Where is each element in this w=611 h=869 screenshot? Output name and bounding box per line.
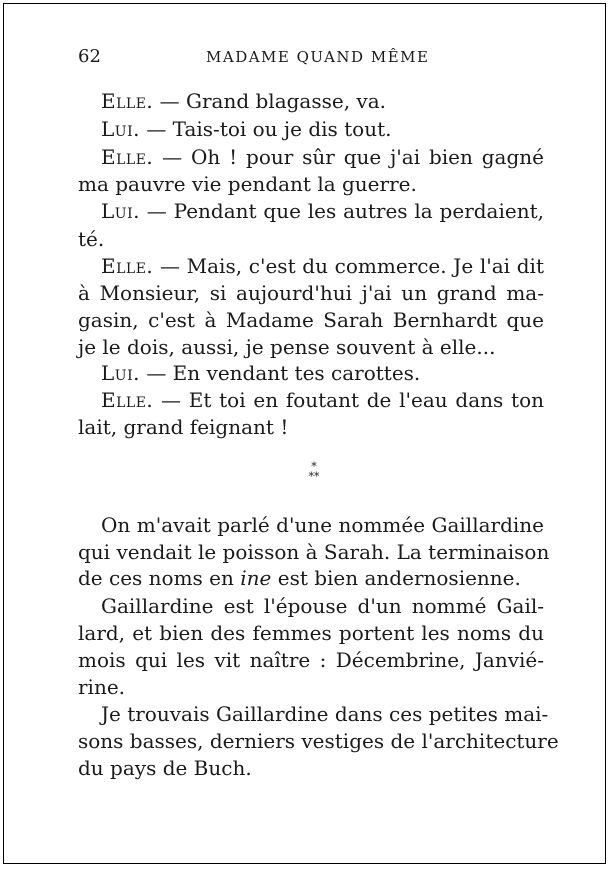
dialogue-line <box>101 361 544 385</box>
paragraph-line <box>101 702 549 726</box>
dialogue-line <box>78 415 544 439</box>
dialogue-line <box>101 199 544 223</box>
paragraph-line <box>78 675 544 699</box>
dialogue-line <box>78 308 544 332</box>
paragraph-text: du pays de Buch. <box>78 756 252 780</box>
dialogue-line <box>101 254 544 278</box>
paragraph-text: est bien andernosienne. <box>271 566 521 590</box>
dialogue-text: — Grand blagasse, va. <box>153 89 387 113</box>
dialogue-line <box>78 335 544 359</box>
paragraph-line <box>101 513 544 537</box>
paragraph-line <box>78 621 544 645</box>
dialogue-text: — Oh ! pour sûr que j'ai bien gagné <box>153 145 544 169</box>
dialogue-text: — En vendant tes carottes. <box>139 361 421 385</box>
section-break-asterism <box>302 462 326 484</box>
paragraph-line <box>78 566 544 590</box>
paragraph-line <box>78 729 559 753</box>
dialogue-line <box>101 89 544 113</box>
dialogue-text: — Pendant que les autres la perdaient, <box>139 199 544 223</box>
paragraph-line <box>78 756 544 780</box>
running-header <box>78 46 548 70</box>
dialogue-text: à Monsieur, si aujourd'hui j'ai un grand ma- <box>78 281 544 305</box>
paragraph-line <box>78 648 544 672</box>
running-title: MADAME QUAND MÊME <box>206 48 430 66</box>
asterism-bottom: ** <box>308 470 320 483</box>
paragraph-text: lard, et bien des femmes portent les noms du <box>78 621 544 645</box>
speaker-label: Elle. <box>101 254 154 278</box>
paragraph-text: mois qui les vit naître : Décembrine, Janvié- <box>78 648 544 672</box>
paragraph-text: de ces noms en <box>78 566 241 590</box>
dialogue-text: je le dois, aussi, je pense souvent à elle... <box>78 335 496 359</box>
paragraph-text: On m'avait parlé d'une nommée Gaillardine <box>101 513 544 537</box>
paragraph-text: Je trouvais Gaillardine dans ces petites mai- <box>101 702 549 726</box>
speaker-label: Elle. <box>101 388 154 412</box>
paragraph-text: qui vendait le poisson à Sarah. La terminaison <box>78 540 550 564</box>
dialogue-line <box>101 388 544 412</box>
paragraph-line <box>101 594 544 618</box>
dialogue-line <box>78 281 544 305</box>
dialogue-text: ma pauvre vie pendant la guerre. <box>78 172 417 196</box>
paragraph-text: sons basses, derniers vestiges de l'architecture <box>78 729 559 753</box>
dialogue-line <box>101 145 544 169</box>
dialogue-text: — Et toi en foutant de l'eau dans ton <box>153 388 544 412</box>
dialogue-line <box>78 227 544 251</box>
asterism-top: * <box>311 460 317 473</box>
dialogue-text: — Mais, c'est du commerce. Je l'ai dit <box>153 254 544 278</box>
paragraph-text: rine. <box>78 675 126 699</box>
paragraph-line <box>78 540 550 564</box>
speaker-label: Lui. <box>101 117 140 141</box>
paragraph-text: Gaillardine est l'épouse d'un nommé Gail- <box>101 594 544 618</box>
dialogue-line <box>78 172 544 196</box>
speaker-label: Lui. <box>101 199 140 223</box>
dialogue-text: gasin, c'est à Madame Sarah Bernhardt que <box>78 308 544 332</box>
speaker-label: Elle. <box>101 89 154 113</box>
dialogue-text: — Tais-toi ou je dis tout. <box>139 117 392 141</box>
dialogue-text: té. <box>78 227 105 251</box>
speaker-label: Lui. <box>101 361 140 385</box>
speaker-label: Elle. <box>101 145 154 169</box>
dialogue-text: lait, grand feignant ! <box>78 415 289 439</box>
page-number: 62 <box>78 46 101 67</box>
italic-suffix: ine <box>240 566 272 590</box>
dialogue-line <box>101 117 544 141</box>
